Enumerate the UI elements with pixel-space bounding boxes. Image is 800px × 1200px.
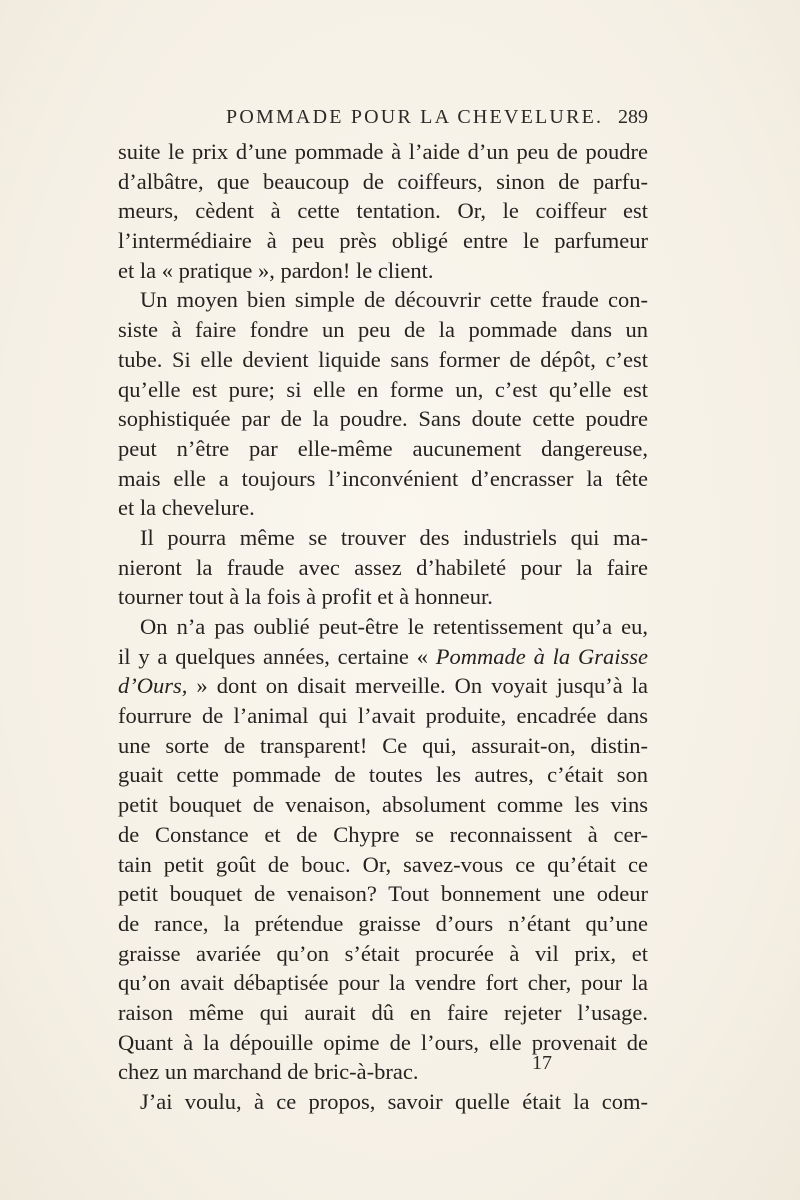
italic-product-name-end: d’Ours,	[118, 673, 188, 699]
text-line: sophistiquée par de la poudre. Sans doute cette poudre	[118, 406, 648, 432]
text-line: tube. Si elle devient liquide sans former de dépôt, c’est	[118, 346, 648, 372]
text-line: graisse avariée qu’on s’était procurée à vil prix, et	[118, 940, 648, 966]
text-line: qu’elle est pure; si elle en forme un, c’est qu’elle est	[118, 376, 648, 402]
text-line	[118, 671, 648, 701]
text-line: et la « pratique », pardon! le client.	[118, 257, 434, 283]
text-line: chez un marchand de bric-à-brac.	[118, 1059, 419, 1085]
text-line: On n’a pas oublié peut-être le retentissement qu’a eu,	[140, 614, 648, 639]
text-line: Il pourra même se trouver des industriels qui ma-	[140, 524, 648, 550]
page-header	[118, 106, 648, 136]
signature-mark: 17	[532, 1052, 552, 1074]
text-line: de rance, la prétendue graisse d’ours n’étant qu’une	[118, 910, 648, 936]
running-title: POMMADE POUR LA CHEVELURE.	[226, 106, 604, 128]
text-line: J’ai voulu, à ce propos, savoir quelle était la com-	[140, 1089, 648, 1114]
text-line: l’intermédiaire à peu près obligé entre le parfumeur	[118, 228, 648, 254]
text-line: guait cette pommade de toutes les autres, c’était son	[118, 762, 648, 788]
text-line: une sorte de transparent! Ce qui, assurait-on, distin-	[118, 732, 648, 758]
page-number: 289	[618, 106, 648, 128]
text-line: de Constance et de Chypre se reconnaissent à cer-	[118, 821, 648, 847]
text-line: tourner tout à la fois à profit et à honneur.	[118, 584, 493, 610]
body-text	[118, 137, 648, 1117]
text-line: peut n’être par elle-même aucunement dangereuse,	[118, 435, 648, 461]
text-line: siste à faire fondre un peu de la pommade dans un	[118, 317, 648, 343]
text-line: fourrure de l’animal qui l’avait produite, encadrée dans	[118, 703, 648, 729]
text-line: nieront la fraude avec assez d’habileté pour la faire	[118, 554, 648, 580]
text-line: Quant à la dépouille opime de l’ours, elle provenait de	[118, 1029, 648, 1055]
text-line: et la chevelure.	[118, 495, 255, 521]
text-line: mais elle a toujours l’inconvénient d’encrasser la tête	[118, 465, 648, 491]
text-line: d’albâtre, que beaucoup de coiffeurs, sinon de parfu-	[118, 168, 648, 194]
text-line: petit bouquet de venaison, absolument comme les vins	[118, 792, 648, 818]
text-line: raison même qui aurait dû en faire rejeter l’usage.	[118, 999, 648, 1025]
text-line: Un moyen bien simple de découvrir cette fraude con-	[140, 287, 648, 313]
text-fragment: » dont on disait merveille. On voyait jusqu’à la	[187, 673, 648, 699]
text-line: petit bouquet de venaison? Tout bonnement une odeur	[118, 881, 648, 907]
text-line: tain petit goût de bouc. Or, savez-vous ce qu’était ce	[118, 851, 648, 877]
text-line: meurs, cèdent à cette tentation. Or, le coiffeur est	[118, 198, 648, 224]
text-line: qu’on avait débaptisée pour la vendre fort cher, pour la	[118, 970, 648, 996]
text-fragment: il y a quelques années, certaine «	[118, 643, 436, 669]
italic-product-name: Pommade à la Graisse	[435, 643, 648, 669]
text-line: suite le prix d’une pommade à l’aide d’un peu de poudre	[118, 139, 648, 164]
text-line	[118, 642, 648, 672]
